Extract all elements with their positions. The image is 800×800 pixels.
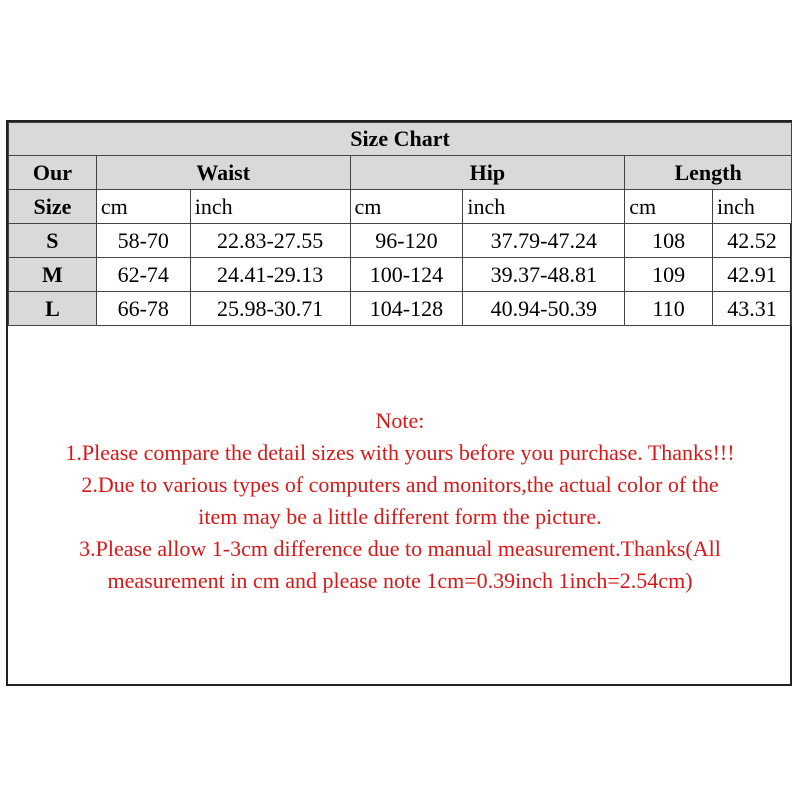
length-cm-cell: 110	[625, 292, 713, 326]
unit-cell: inch	[463, 190, 625, 224]
length-header: Length	[625, 156, 792, 190]
unit-cell: cm	[625, 190, 713, 224]
unit-cell: cm	[350, 190, 463, 224]
length-inch-cell: 42.91	[713, 258, 792, 292]
note-line: 2.Due to various types of computers and monitors,the actual color of the	[81, 472, 719, 497]
size-cell: L	[9, 292, 97, 326]
size-chart-frame	[6, 120, 792, 686]
size-cell: M	[9, 258, 97, 292]
waist-cm-cell: 58-70	[96, 224, 190, 258]
length-cm-cell: 109	[625, 258, 713, 292]
waist-inch-cell: 24.41-29.13	[190, 258, 350, 292]
length-cm-cell: 108	[625, 224, 713, 258]
length-inch-cell: 43.31	[713, 292, 792, 326]
table-row	[9, 224, 792, 258]
size-header-top: Our	[9, 156, 97, 190]
unit-cell: inch	[713, 190, 792, 224]
hip-cm-cell: 104-128	[350, 292, 463, 326]
table-title: Size Chart	[9, 123, 792, 156]
table-row	[9, 292, 792, 326]
hip-inch-cell: 37.79-47.24	[463, 224, 625, 258]
notes-section	[8, 405, 792, 597]
note-line: 1.Please compare the detail sizes with yours before you purchase. Thanks!!!	[65, 440, 735, 465]
hip-inch-cell: 39.37-48.81	[463, 258, 625, 292]
hip-header: Hip	[350, 156, 625, 190]
table-row	[9, 258, 792, 292]
size-chart-table	[8, 122, 792, 326]
hip-inch-cell: 40.94-50.39	[463, 292, 625, 326]
waist-inch-cell: 22.83-27.55	[190, 224, 350, 258]
unit-cell: cm	[96, 190, 190, 224]
length-inch-cell: 42.52	[713, 224, 792, 258]
waist-cm-cell: 62-74	[96, 258, 190, 292]
size-cell: S	[9, 224, 97, 258]
size-header-bottom: Size	[9, 190, 97, 224]
note-line: item may be a little different form the picture.	[198, 504, 602, 529]
waist-cm-cell: 66-78	[96, 292, 190, 326]
note-line: 3.Please allow 1-3cm difference due to manual measurement.Thanks(All	[79, 536, 721, 561]
hip-cm-cell: 100-124	[350, 258, 463, 292]
unit-cell: inch	[190, 190, 350, 224]
hip-cm-cell: 96-120	[350, 224, 463, 258]
waist-inch-cell: 25.98-30.71	[190, 292, 350, 326]
note-line: measurement in cm and please note 1cm=0.39inch 1inch=2.54cm)	[107, 568, 693, 593]
note-heading: Note:	[375, 408, 425, 433]
waist-header: Waist	[96, 156, 350, 190]
